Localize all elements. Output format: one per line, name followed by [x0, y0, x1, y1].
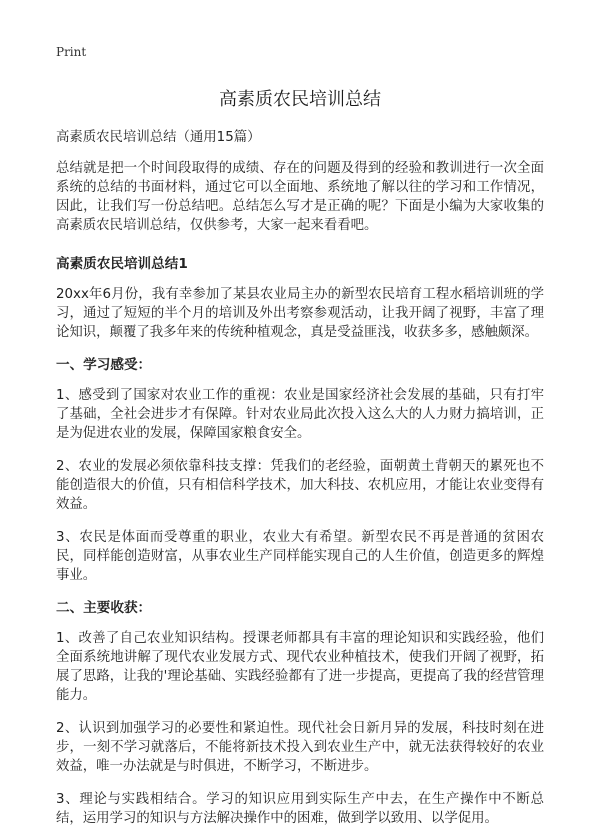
print-link[interactable]: Print [56, 45, 87, 59]
learning-heading: 一、学习感受： [56, 357, 152, 373]
section-heading: 高素质农民培训总结1 [56, 256, 188, 272]
section-intro-paragraph: 20xx年6月份，我有幸参加了某县农业局主办的新型农民培育工程水稻培训班的学习，通过了短短的半个月的培训及外出考察参观活动，让我开阔了视野，丰富了理论知识，颠覆了我多年来的传统种植观念，真是受益匪浅，收获多多，感触颇深。 [56, 287, 544, 340]
learning-item: 2、农业的发展必须依靠科技支撑：凭我们的老经验，面朝黄土背朝天的累死也不能创造很大的价值，只有相信科学技术，加大科技、农机应用，才能让农业变得有效益。 [56, 459, 544, 512]
document-title: 高素质农民培训总结 [219, 89, 381, 110]
harvest-item: 3、理论与实践相结合。学习的知识应用到实际生产中去，在生产操作中不断总结，运用学习的知识与方法解决操作中的困难，做到学以致用、以学促用。 [56, 792, 544, 826]
learning-item: 3、农民是体面而受尊重的职业，农业大有希望。新型农民不再是普通的贫困农民，同样能创造财富，从事农业生产同样能实现自己的人生价值，创造更多的辉煌事业。 [56, 530, 544, 583]
intro-paragraph: 总结就是把一个时间段取得的成绩、存在的问题及得到的经验和教训进行一次全面系统的总结的书面材料，通过它可以全面地、系统地了解以往的学习和工作情况，因此，让我们写一份总结吧。总结怎么写才是正确的呢？下面是小编为大家收集的高素质农民培训总结，仅供参考，大家一起来看看吧。 [56, 161, 544, 233]
harvest-item: 1、改善了自己农业知识结构。授课老师都具有丰富的理论知识和实践经验，他们全面系统地讲解了现代农业发展方式、现代农业种植技术，使我们开阔了视野，拓展了思路，让我的'理论基础、实践经验都有了进一步提高，更提高了我的经营管理能力。 [56, 631, 544, 703]
document-subtitle: 高素质农民培训总结（通用15篇） [56, 130, 261, 145]
harvest-heading: 二、主要收获： [56, 600, 152, 616]
learning-item: 1、感受到了国家对农业工作的重视：农业是国家经济社会发展的基础，只有打牢了基础，全社会进步才有保障。针对农业局此次投入这么大的人力财力搞培训，正是为促进农业的发展，保障国家粮食安全。 [56, 388, 544, 441]
harvest-item: 2、认识到加强学习的必要性和紧迫性。现代社会日新月异的发展，科技时刻在进步，一刻不学习就落后，不能将新技术投入到农业生产中，就无法获得较好的农业效益，唯一办法就是与时俱进，不断学习，不断进步。 [56, 721, 544, 774]
